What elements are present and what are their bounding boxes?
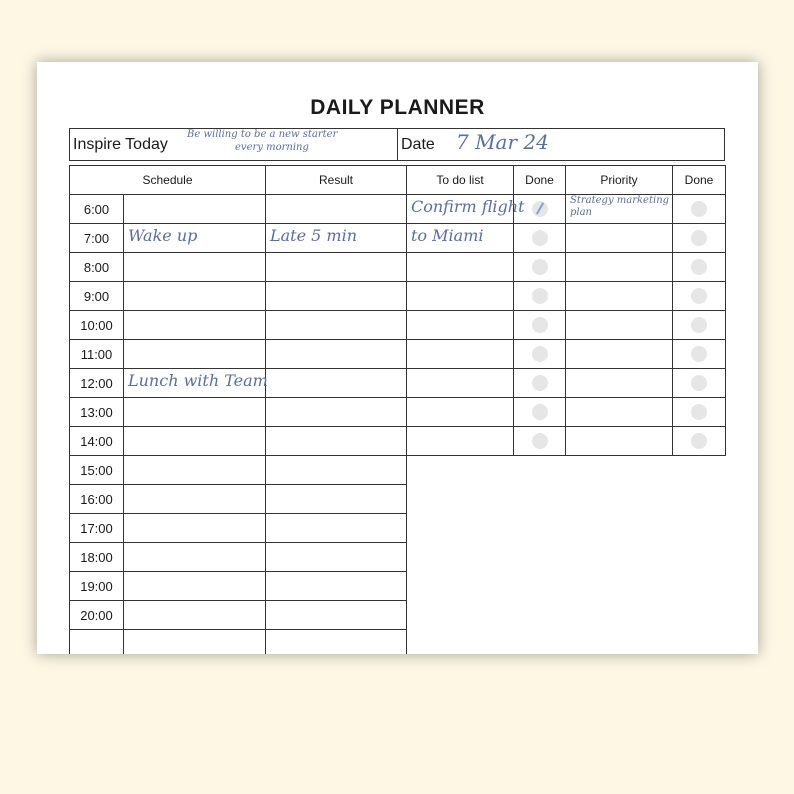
time-cell: 12:00 [70, 369, 124, 398]
schedule-cell[interactable] [124, 398, 266, 427]
empty-area [407, 485, 726, 514]
table-row [70, 311, 726, 340]
checkbox-circle-icon[interactable] [691, 201, 707, 217]
table-row [70, 427, 726, 456]
table-row [70, 224, 726, 253]
done-header: Done [514, 166, 566, 195]
time-cell: 20:00 [70, 601, 124, 630]
time-cell: 17:00 [70, 514, 124, 543]
result-cell[interactable] [266, 543, 407, 572]
priority-cell[interactable] [566, 369, 673, 398]
handwritten-note: Late 5 min [270, 226, 358, 245]
empty-area [407, 456, 726, 485]
schedule-cell[interactable] [124, 224, 266, 253]
done-cell[interactable] [514, 369, 566, 398]
schedule-cell[interactable] [124, 427, 266, 456]
priority-cell[interactable] [566, 427, 673, 456]
done-cell[interactable] [514, 282, 566, 311]
date-value: 7 Mar 24 [456, 130, 549, 154]
priority-cell[interactable] [566, 253, 673, 282]
table-row [70, 398, 726, 427]
todo-cell[interactable] [407, 282, 514, 311]
schedule-cell[interactable] [124, 543, 266, 572]
empty-area [407, 514, 726, 543]
done-cell[interactable] [673, 253, 726, 282]
page-title: DAILY PLANNER [310, 96, 485, 119]
priority-cell[interactable] [566, 398, 673, 427]
table-row [70, 253, 726, 282]
done-cell[interactable] [673, 195, 726, 224]
result-cell[interactable] [266, 485, 407, 514]
schedule-cell[interactable] [124, 572, 266, 601]
time-cell: 9:00 [70, 282, 124, 311]
checkbox-circle-icon[interactable] [691, 346, 707, 362]
time-cell [70, 630, 124, 655]
done-cell[interactable] [673, 340, 726, 369]
inspire-text-line1: Be willing to be a new starter [187, 129, 338, 140]
checkbox-circle-icon[interactable] [532, 404, 548, 420]
table-row [70, 456, 726, 485]
priority-cell[interactable] [566, 282, 673, 311]
priority-cell[interactable] [566, 311, 673, 340]
inspire-label: Inspire Today [73, 136, 168, 153]
planner-page [37, 62, 758, 654]
schedule-header: Schedule [70, 166, 266, 195]
schedule-table [69, 165, 726, 654]
done-cell[interactable] [514, 340, 566, 369]
schedule-cell[interactable] [124, 282, 266, 311]
table-row [70, 601, 726, 630]
checkbox-circle-icon[interactable] [532, 317, 548, 333]
table-row [70, 572, 726, 601]
table-row [70, 514, 726, 543]
todo-cell[interactable] [407, 311, 514, 340]
result-cell[interactable] [266, 630, 407, 655]
table-row [70, 485, 726, 514]
checkbox-circle-icon[interactable] [532, 433, 548, 449]
result-cell[interactable] [266, 282, 407, 311]
schedule-cell[interactable] [124, 514, 266, 543]
todo-cell[interactable] [407, 427, 514, 456]
handwritten-note: Strategy marketing plan [570, 195, 670, 218]
schedule-cell[interactable] [124, 340, 266, 369]
schedule-cell[interactable] [124, 195, 266, 224]
header-row [70, 166, 726, 195]
result-header: Result [266, 166, 407, 195]
result-cell[interactable] [266, 195, 407, 224]
result-cell[interactable] [266, 514, 407, 543]
inspire-text-line2: every morning [235, 142, 309, 153]
schedule-cell[interactable] [124, 456, 266, 485]
time-cell: 7:00 [70, 224, 124, 253]
todo-cell[interactable] [407, 195, 525, 224]
done-cell[interactable] [673, 369, 726, 398]
schedule-cell[interactable] [124, 253, 266, 282]
todo-cell[interactable] [407, 369, 514, 398]
done-cell[interactable] [514, 398, 566, 427]
todo-cell[interactable] [407, 340, 514, 369]
schedule-cell[interactable] [124, 311, 266, 340]
todo-header: To do list [407, 166, 514, 195]
checkbox-circle-icon[interactable] [691, 375, 707, 391]
checkbox-circle-icon[interactable] [691, 230, 707, 246]
date-field[interactable] [397, 128, 725, 161]
table-row [70, 543, 726, 572]
done-cell[interactable] [673, 398, 726, 427]
priority-cell[interactable] [566, 195, 673, 224]
schedule-cell[interactable] [124, 369, 266, 398]
done-cell[interactable] [673, 427, 726, 456]
checked-circle-icon[interactable] [532, 201, 548, 217]
done-cell[interactable] [514, 253, 566, 282]
priority-header: Priority [566, 166, 673, 195]
table-row [70, 630, 726, 655]
table-row [70, 369, 726, 398]
inspire-field[interactable] [69, 128, 398, 161]
checkbox-circle-icon[interactable] [532, 230, 548, 246]
empty-area [407, 543, 726, 572]
handwritten-note: to Miami [411, 226, 484, 245]
done-cell[interactable] [514, 427, 566, 456]
priority-cell[interactable] [566, 224, 673, 253]
table-row [70, 340, 726, 369]
checkbox-circle-icon[interactable] [691, 259, 707, 275]
checkbox-circle-icon[interactable] [532, 346, 548, 362]
result-cell[interactable] [266, 398, 407, 427]
done-header: Done [673, 166, 726, 195]
todo-cell[interactable] [407, 253, 514, 282]
done-cell[interactable] [514, 224, 566, 253]
checkbox-circle-icon[interactable] [691, 433, 707, 449]
todo-cell[interactable] [407, 398, 514, 427]
time-cell: 8:00 [70, 253, 124, 282]
schedule-cell[interactable] [124, 601, 266, 630]
time-cell: 18:00 [70, 543, 124, 572]
checkbox-circle-icon[interactable] [691, 288, 707, 304]
table-row [70, 282, 726, 311]
handwritten-note: Wake up [128, 226, 198, 245]
result-cell[interactable] [266, 572, 407, 601]
time-cell: 19:00 [70, 572, 124, 601]
time-cell: 16:00 [70, 485, 124, 514]
result-cell[interactable] [266, 369, 407, 398]
result-cell[interactable] [266, 340, 407, 369]
done-cell[interactable] [673, 224, 726, 253]
table-row [70, 195, 726, 224]
time-cell: 10:00 [70, 311, 124, 340]
date-label: Date [401, 136, 435, 153]
checkbox-circle-icon[interactable] [691, 404, 707, 420]
checkbox-circle-icon[interactable] [532, 259, 548, 275]
checkbox-circle-icon[interactable] [532, 375, 548, 391]
schedule-cell[interactable] [124, 485, 266, 514]
result-cell[interactable] [266, 427, 407, 456]
empty-area [407, 630, 726, 655]
empty-area [407, 601, 726, 630]
priority-cell[interactable] [566, 340, 673, 369]
schedule-cell[interactable] [124, 630, 266, 655]
result-cell[interactable] [266, 253, 407, 282]
result-cell[interactable] [266, 224, 407, 253]
time-cell: 6:00 [70, 195, 124, 224]
todo-cell[interactable] [407, 224, 514, 253]
time-cell: 11:00 [70, 340, 124, 369]
result-cell[interactable] [266, 311, 407, 340]
result-cell[interactable] [266, 456, 407, 485]
time-cell: 14:00 [70, 427, 124, 456]
done-cell[interactable] [673, 311, 726, 340]
handwritten-note: Confirm flight [411, 197, 525, 216]
done-cell[interactable] [673, 282, 726, 311]
done-cell[interactable] [514, 311, 566, 340]
time-cell: 15:00 [70, 456, 124, 485]
handwritten-note: Lunch with Team [128, 371, 268, 390]
checkbox-circle-icon[interactable] [532, 288, 548, 304]
checkbox-circle-icon[interactable] [691, 317, 707, 333]
empty-area [407, 572, 726, 601]
result-cell[interactable] [266, 601, 407, 630]
time-cell: 13:00 [70, 398, 124, 427]
